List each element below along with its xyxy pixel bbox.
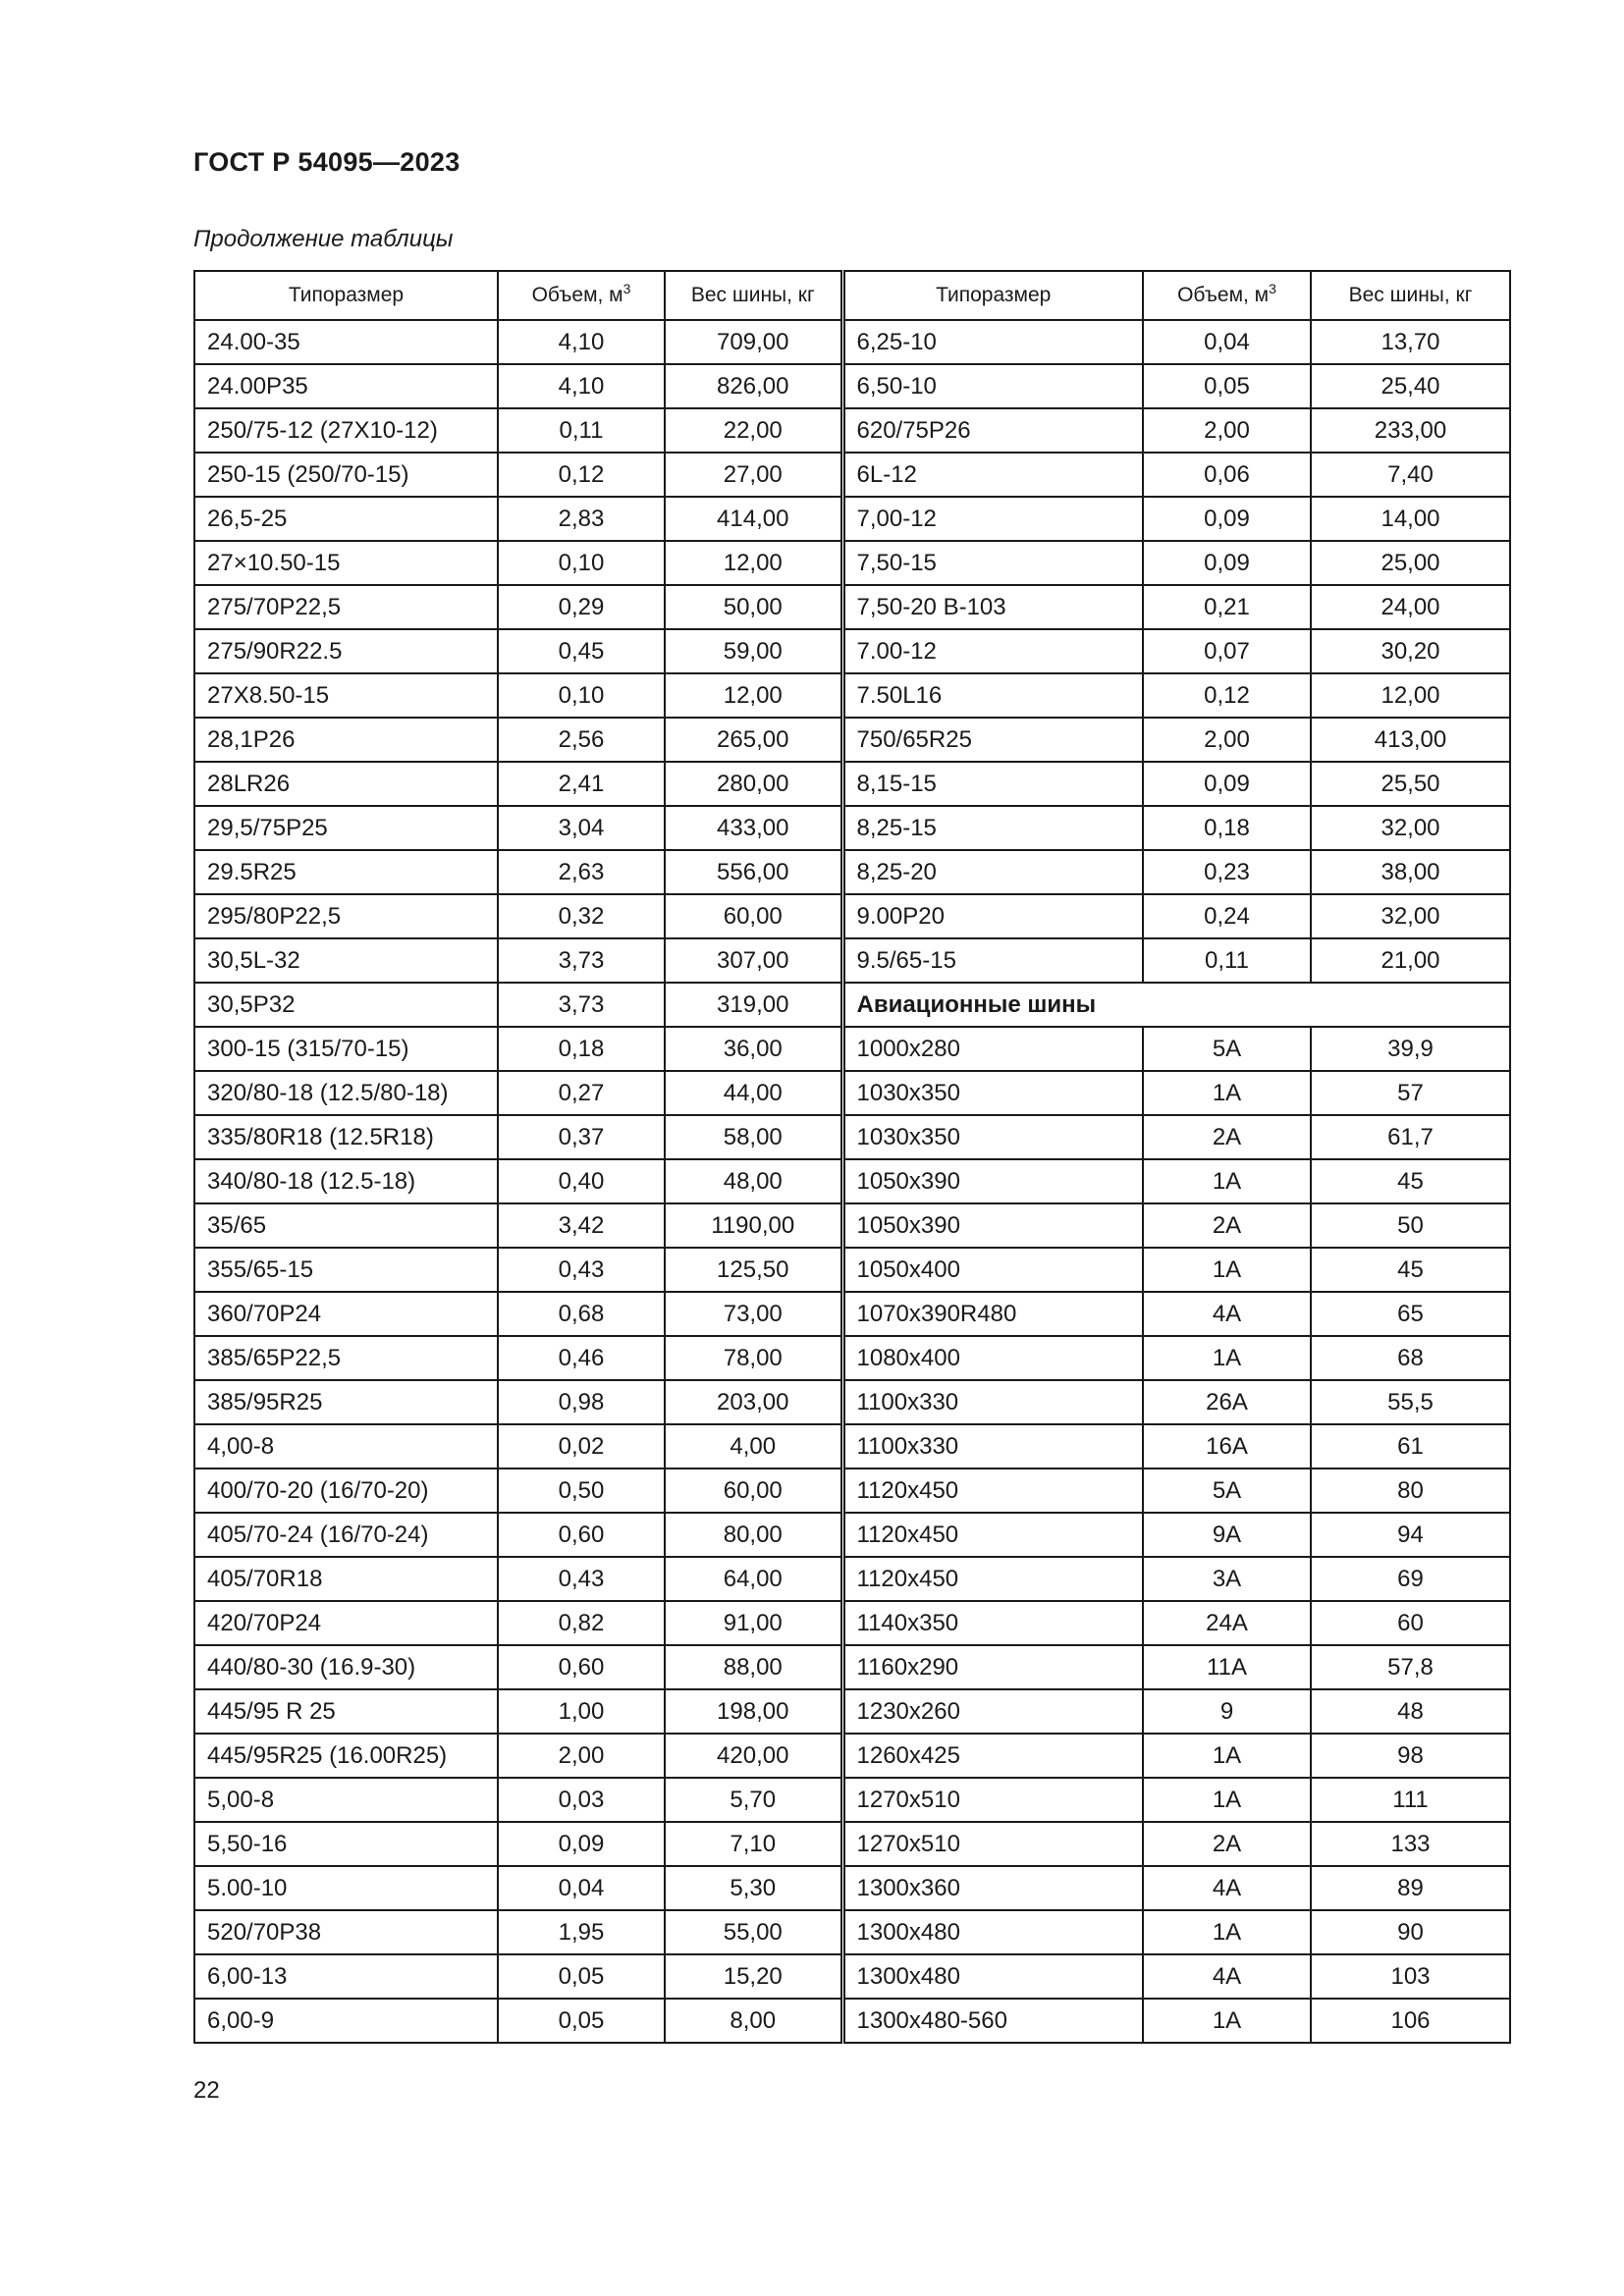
left-volume-cell: 0,09	[498, 1822, 665, 1866]
left-weight-cell: 556,00	[665, 850, 842, 894]
table-row	[194, 1380, 1510, 1424]
right-volume-cell: 1А	[1143, 1336, 1311, 1380]
left-volume-cell: 4,10	[498, 320, 665, 364]
right-size-cell: 620/75Р26	[842, 408, 1143, 453]
right-weight-cell: 45	[1311, 1159, 1510, 1203]
left-weight-cell: 44,00	[665, 1071, 842, 1115]
right-size-cell: 1050х390	[842, 1203, 1143, 1248]
left-volume-cell: 0,46	[498, 1336, 665, 1380]
right-weight-cell: 106	[1311, 1999, 1510, 2043]
left-size-cell: 275/70Р22,5	[194, 585, 498, 629]
left-volume-cell: 1,95	[498, 1910, 665, 1954]
table-row	[194, 1115, 1510, 1159]
table-row	[194, 453, 1510, 497]
right-volume-cell: 3А	[1143, 1557, 1311, 1601]
left-volume-cell: 0,40	[498, 1159, 665, 1203]
right-weight-cell: 133	[1311, 1822, 1510, 1866]
left-size-cell: 275/90R22.5	[194, 629, 498, 673]
left-size-cell: 28,1Р26	[194, 718, 498, 762]
left-volume-cell: 1,00	[498, 1689, 665, 1734]
left-weight-cell: 1190,00	[665, 1203, 842, 1248]
right-size-cell: 7,50-20 В-103	[842, 585, 1143, 629]
left-volume-cell: 4,10	[498, 364, 665, 408]
right-weight-cell: 61	[1311, 1424, 1510, 1468]
right-weight-cell: 39,9	[1311, 1027, 1510, 1071]
right-size-cell: 7,50-15	[842, 541, 1143, 585]
table-row	[194, 1645, 1510, 1689]
left-weight-cell: 12,00	[665, 541, 842, 585]
right-volume-cell: 0,04	[1143, 320, 1311, 364]
left-weight-cell: 55,00	[665, 1910, 842, 1954]
left-size-cell: 440/80-30 (16.9-30)	[194, 1645, 498, 1689]
left-volume-cell: 0,18	[498, 1027, 665, 1071]
right-size-cell: 750/65R25	[842, 718, 1143, 762]
table-row	[194, 762, 1510, 806]
left-weight-cell: 91,00	[665, 1601, 842, 1645]
right-volume-cell: 4А	[1143, 1954, 1311, 1999]
left-volume-cell: 0,05	[498, 1999, 665, 2043]
left-volume-cell: 0,43	[498, 1557, 665, 1601]
table-row	[194, 1954, 1510, 1999]
left-weight-cell: 307,00	[665, 938, 842, 983]
table-row	[194, 585, 1510, 629]
right-weight-cell: 80	[1311, 1468, 1510, 1513]
right-size-cell: 1120х450	[842, 1513, 1143, 1557]
right-volume-cell: 2,00	[1143, 408, 1311, 453]
left-weight-cell: 5,30	[665, 1866, 842, 1910]
right-size-cell: 6L-12	[842, 453, 1143, 497]
right-weight-cell: 90	[1311, 1910, 1510, 1954]
right-weight-cell: 12,00	[1311, 673, 1510, 718]
left-weight-cell: 64,00	[665, 1557, 842, 1601]
left-size-cell: 405/70-24 (16/70-24)	[194, 1513, 498, 1557]
right-volume-cell: 0,21	[1143, 585, 1311, 629]
left-weight-cell: 265,00	[665, 718, 842, 762]
table-header-row	[194, 271, 1510, 320]
left-weight-cell: 50,00	[665, 585, 842, 629]
left-weight-cell: 125,50	[665, 1248, 842, 1292]
left-size-cell: 4,00-8	[194, 1424, 498, 1468]
right-volume-cell: 1А	[1143, 1910, 1311, 1954]
left-size-cell: 355/65-15	[194, 1248, 498, 1292]
right-weight-cell: 25,50	[1311, 762, 1510, 806]
table-row	[194, 1203, 1510, 1248]
right-weight-cell: 24,00	[1311, 585, 1510, 629]
right-volume-cell: 0,12	[1143, 673, 1311, 718]
left-volume-cell: 2,83	[498, 497, 665, 541]
left-weight-cell: 198,00	[665, 1689, 842, 1734]
left-weight-cell: 7,10	[665, 1822, 842, 1866]
right-size-cell: 1270х510	[842, 1778, 1143, 1822]
table-row	[194, 894, 1510, 938]
left-weight-cell: 27,00	[665, 453, 842, 497]
left-weight-cell: 319,00	[665, 983, 842, 1027]
left-size-cell: 5,00-8	[194, 1778, 498, 1822]
right-weight-cell: 25,40	[1311, 364, 1510, 408]
right-size-cell: 7,00-12	[842, 497, 1143, 541]
left-weight-cell: 12,00	[665, 673, 842, 718]
right-size-cell: 6,25-10	[842, 320, 1143, 364]
left-weight-cell: 826,00	[665, 364, 842, 408]
left-size-cell: 5.00-10	[194, 1866, 498, 1910]
right-weight-cell: 65	[1311, 1292, 1510, 1336]
table-body	[194, 320, 1510, 2043]
table-row	[194, 1248, 1510, 1292]
left-volume-cell: 0,04	[498, 1866, 665, 1910]
right-weight-cell: 69	[1311, 1557, 1510, 1601]
left-weight-cell: 709,00	[665, 320, 842, 364]
right-size-cell: 1300х360	[842, 1866, 1143, 1910]
left-volume-cell: 3,04	[498, 806, 665, 850]
right-size-cell: 1300х480-560	[842, 1999, 1143, 2043]
right-volume-cell: 2А	[1143, 1115, 1311, 1159]
table-caption: Продолжение таблицы	[193, 226, 454, 252]
right-volume-cell: 1А	[1143, 1734, 1311, 1778]
header-volume-left	[498, 271, 665, 320]
left-volume-cell: 0,27	[498, 1071, 665, 1115]
left-volume-cell: 0,98	[498, 1380, 665, 1424]
left-volume-cell: 0,03	[498, 1778, 665, 1822]
left-size-cell: 400/70-20 (16/70-20)	[194, 1468, 498, 1513]
table-row	[194, 364, 1510, 408]
left-weight-cell: 48,00	[665, 1159, 842, 1203]
left-volume-cell: 0,82	[498, 1601, 665, 1645]
right-volume-cell: 0,06	[1143, 453, 1311, 497]
table-row	[194, 629, 1510, 673]
left-weight-cell: 433,00	[665, 806, 842, 850]
right-size-cell: 9.5/65-15	[842, 938, 1143, 983]
right-volume-cell: 5А	[1143, 1027, 1311, 1071]
header-volume-right	[1143, 271, 1311, 320]
right-size-cell: 8,25-15	[842, 806, 1143, 850]
right-size-cell: 1030х350	[842, 1071, 1143, 1115]
left-volume-cell: 0,37	[498, 1115, 665, 1159]
right-weight-cell: 21,00	[1311, 938, 1510, 983]
table-row	[194, 1557, 1510, 1601]
right-size-cell: 1120х450	[842, 1468, 1143, 1513]
left-size-cell: 420/70Р24	[194, 1601, 498, 1645]
left-size-cell: 6,00-13	[194, 1954, 498, 1999]
table-row	[194, 806, 1510, 850]
left-size-cell: 29,5/75Р25	[194, 806, 498, 850]
right-volume-cell: 0,23	[1143, 850, 1311, 894]
left-volume-cell: 0,05	[498, 1954, 665, 1999]
table-row	[194, 1866, 1510, 1910]
document-code: ГОСТ Р 54095—2023	[193, 147, 460, 177]
header-size-right: Типоразмер	[842, 271, 1143, 320]
right-weight-cell: 57	[1311, 1071, 1510, 1115]
right-size-cell: 1000х280	[842, 1027, 1143, 1071]
right-weight-cell: 25,00	[1311, 541, 1510, 585]
left-volume-cell: 0,60	[498, 1513, 665, 1557]
right-size-cell: 7.00-12	[842, 629, 1143, 673]
left-weight-cell: 36,00	[665, 1027, 842, 1071]
header-volume-text: Объем, м	[531, 284, 623, 306]
table-row	[194, 1336, 1510, 1380]
right-size-cell: 1100х330	[842, 1380, 1143, 1424]
left-volume-cell: 0,32	[498, 894, 665, 938]
left-volume-cell: 2,63	[498, 850, 665, 894]
left-weight-cell: 8,00	[665, 1999, 842, 2043]
right-volume-cell: 0,05	[1143, 364, 1311, 408]
left-weight-cell: 59,00	[665, 629, 842, 673]
left-weight-cell: 203,00	[665, 1380, 842, 1424]
left-size-cell: 250/75-12 (27Х10-12)	[194, 408, 498, 453]
left-weight-cell: 420,00	[665, 1734, 842, 1778]
table-row	[194, 983, 1510, 1027]
right-weight-cell: 32,00	[1311, 894, 1510, 938]
table-row	[194, 1292, 1510, 1336]
right-volume-cell: 24А	[1143, 1601, 1311, 1645]
left-volume-cell: 3,73	[498, 983, 665, 1027]
right-volume-cell: 9А	[1143, 1513, 1311, 1557]
right-size-cell: 1260х425	[842, 1734, 1143, 1778]
left-size-cell: 520/70Р38	[194, 1910, 498, 1954]
right-size-cell: 1300х480	[842, 1954, 1143, 1999]
right-size-cell: 8,15-15	[842, 762, 1143, 806]
table-row	[194, 1027, 1510, 1071]
table-row	[194, 850, 1510, 894]
right-volume-cell: 1А	[1143, 1999, 1311, 2043]
right-weight-cell: 38,00	[1311, 850, 1510, 894]
right-weight-cell: 32,00	[1311, 806, 1510, 850]
table-row	[194, 1468, 1510, 1513]
page-number: 22	[193, 2077, 220, 2104]
left-volume-cell: 2,00	[498, 1734, 665, 1778]
left-weight-cell: 80,00	[665, 1513, 842, 1557]
left-size-cell: 35/65	[194, 1203, 498, 1248]
right-weight-cell: 48	[1311, 1689, 1510, 1734]
tire-table	[193, 270, 1511, 2044]
left-weight-cell: 4,00	[665, 1424, 842, 1468]
header-size-left: Типоразмер	[194, 271, 498, 320]
right-weight-cell: 94	[1311, 1513, 1510, 1557]
right-size-cell: 1050х400	[842, 1248, 1143, 1292]
right-volume-cell: 1А	[1143, 1159, 1311, 1203]
right-volume-cell: 4А	[1143, 1866, 1311, 1910]
left-volume-cell: 0,10	[498, 541, 665, 585]
table-row	[194, 1071, 1510, 1115]
right-volume-cell: 0,09	[1143, 762, 1311, 806]
right-weight-cell: 57,8	[1311, 1645, 1510, 1689]
right-volume-cell: 4А	[1143, 1292, 1311, 1336]
left-size-cell: 360/70Р24	[194, 1292, 498, 1336]
right-volume-cell: 0,11	[1143, 938, 1311, 983]
right-volume-cell: 2А	[1143, 1822, 1311, 1866]
header-volume-exponent: 3	[1269, 281, 1276, 296]
table-row	[194, 1159, 1510, 1203]
table-row	[194, 1513, 1510, 1557]
right-weight-cell: 111	[1311, 1778, 1510, 1822]
header-weight-left: Вес шины, кг	[665, 271, 842, 320]
left-weight-cell: 15,20	[665, 1954, 842, 1999]
left-volume-cell: 0,60	[498, 1645, 665, 1689]
left-size-cell: 24.00-35	[194, 320, 498, 364]
right-weight-cell: 61,7	[1311, 1115, 1510, 1159]
right-volume-cell: 1А	[1143, 1778, 1311, 1822]
right-weight-cell: 13,70	[1311, 320, 1510, 364]
left-weight-cell: 78,00	[665, 1336, 842, 1380]
header-volume-text: Объем, м	[1177, 284, 1270, 306]
left-size-cell: 340/80-18 (12.5-18)	[194, 1159, 498, 1203]
left-volume-cell: 0,11	[498, 408, 665, 453]
right-volume-cell: 0,18	[1143, 806, 1311, 850]
right-size-cell: 9.00Р20	[842, 894, 1143, 938]
section-heading: Авиационные шины	[842, 983, 1510, 1027]
right-weight-cell: 89	[1311, 1866, 1510, 1910]
left-size-cell: 28LR26	[194, 762, 498, 806]
right-weight-cell: 68	[1311, 1336, 1510, 1380]
header-weight-right: Вес шины, кг	[1311, 271, 1510, 320]
right-weight-cell: 233,00	[1311, 408, 1510, 453]
table-row	[194, 497, 1510, 541]
table-row	[194, 1689, 1510, 1734]
left-size-cell: 30,5L-32	[194, 938, 498, 983]
right-size-cell: 8,25-20	[842, 850, 1143, 894]
left-size-cell: 5,50-16	[194, 1822, 498, 1866]
right-weight-cell: 60	[1311, 1601, 1510, 1645]
left-weight-cell: 280,00	[665, 762, 842, 806]
right-weight-cell: 30,20	[1311, 629, 1510, 673]
right-volume-cell: 9	[1143, 1689, 1311, 1734]
left-weight-cell: 88,00	[665, 1645, 842, 1689]
right-volume-cell: 0,09	[1143, 497, 1311, 541]
right-volume-cell: 26А	[1143, 1380, 1311, 1424]
right-size-cell: 1160х290	[842, 1645, 1143, 1689]
left-size-cell: 27Х8.50-15	[194, 673, 498, 718]
table-row	[194, 673, 1510, 718]
left-volume-cell: 2,41	[498, 762, 665, 806]
left-size-cell: 27×10.50-15	[194, 541, 498, 585]
right-size-cell: 1140х350	[842, 1601, 1143, 1645]
left-size-cell: 300-15 (315/70-15)	[194, 1027, 498, 1071]
table-row	[194, 1734, 1510, 1778]
right-size-cell: 1030х350	[842, 1115, 1143, 1159]
left-volume-cell: 0,43	[498, 1248, 665, 1292]
table-row	[194, 408, 1510, 453]
table-row	[194, 1601, 1510, 1645]
left-weight-cell: 414,00	[665, 497, 842, 541]
left-volume-cell: 2,56	[498, 718, 665, 762]
left-volume-cell: 3,73	[498, 938, 665, 983]
left-weight-cell: 60,00	[665, 894, 842, 938]
table-row	[194, 1999, 1510, 2043]
left-weight-cell: 73,00	[665, 1292, 842, 1336]
right-volume-cell: 5А	[1143, 1468, 1311, 1513]
right-weight-cell: 50	[1311, 1203, 1510, 1248]
right-size-cell: 1100х330	[842, 1424, 1143, 1468]
table-row	[194, 938, 1510, 983]
left-volume-cell: 0,10	[498, 673, 665, 718]
right-volume-cell: 16А	[1143, 1424, 1311, 1468]
left-weight-cell: 5,70	[665, 1778, 842, 1822]
left-volume-cell: 3,42	[498, 1203, 665, 1248]
left-size-cell: 250-15 (250/70-15)	[194, 453, 498, 497]
right-weight-cell: 413,00	[1311, 718, 1510, 762]
left-size-cell: 335/80R18 (12.5R18)	[194, 1115, 498, 1159]
left-size-cell: 29.5R25	[194, 850, 498, 894]
right-volume-cell: 0,24	[1143, 894, 1311, 938]
header-volume-exponent: 3	[623, 281, 631, 296]
left-size-cell: 295/80Р22,5	[194, 894, 498, 938]
left-size-cell: 405/70R18	[194, 1557, 498, 1601]
right-volume-cell: 11А	[1143, 1645, 1311, 1689]
table-row	[194, 320, 1510, 364]
right-volume-cell: 0,07	[1143, 629, 1311, 673]
table-row	[194, 541, 1510, 585]
left-size-cell: 385/95R25	[194, 1380, 498, 1424]
right-size-cell: 1050х390	[842, 1159, 1143, 1203]
right-weight-cell: 7,40	[1311, 453, 1510, 497]
right-size-cell: 1070х390R480	[842, 1292, 1143, 1336]
right-weight-cell: 14,00	[1311, 497, 1510, 541]
left-weight-cell: 60,00	[665, 1468, 842, 1513]
left-volume-cell: 0,45	[498, 629, 665, 673]
table-row	[194, 718, 1510, 762]
left-size-cell: 6,00-9	[194, 1999, 498, 2043]
right-size-cell: 7.50L16	[842, 673, 1143, 718]
left-size-cell: 320/80-18 (12.5/80-18)	[194, 1071, 498, 1115]
table-row	[194, 1822, 1510, 1866]
left-weight-cell: 58,00	[665, 1115, 842, 1159]
table-row	[194, 1910, 1510, 1954]
right-volume-cell: 0,09	[1143, 541, 1311, 585]
right-volume-cell: 1А	[1143, 1071, 1311, 1115]
right-size-cell: 1270х510	[842, 1822, 1143, 1866]
left-size-cell: 24.00Р35	[194, 364, 498, 408]
left-size-cell: 30,5Р32	[194, 983, 498, 1027]
right-volume-cell: 1А	[1143, 1248, 1311, 1292]
right-weight-cell: 98	[1311, 1734, 1510, 1778]
right-size-cell: 1120х450	[842, 1557, 1143, 1601]
left-volume-cell: 0,12	[498, 453, 665, 497]
left-size-cell: 445/95 R 25	[194, 1689, 498, 1734]
left-volume-cell: 0,29	[498, 585, 665, 629]
right-size-cell: 6,50-10	[842, 364, 1143, 408]
right-weight-cell: 103	[1311, 1954, 1510, 1999]
right-weight-cell: 55,5	[1311, 1380, 1510, 1424]
table-row	[194, 1424, 1510, 1468]
right-size-cell: 1080х400	[842, 1336, 1143, 1380]
left-volume-cell: 0,68	[498, 1292, 665, 1336]
left-volume-cell: 0,02	[498, 1424, 665, 1468]
table-row	[194, 1778, 1510, 1822]
right-volume-cell: 2,00	[1143, 718, 1311, 762]
right-volume-cell: 2А	[1143, 1203, 1311, 1248]
left-weight-cell: 22,00	[665, 408, 842, 453]
left-volume-cell: 0,50	[498, 1468, 665, 1513]
left-size-cell: 385/65Р22,5	[194, 1336, 498, 1380]
left-size-cell: 445/95R25 (16.00R25)	[194, 1734, 498, 1778]
right-size-cell: 1300х480	[842, 1910, 1143, 1954]
right-weight-cell: 45	[1311, 1248, 1510, 1292]
right-size-cell: 1230х260	[842, 1689, 1143, 1734]
left-size-cell: 26,5-25	[194, 497, 498, 541]
